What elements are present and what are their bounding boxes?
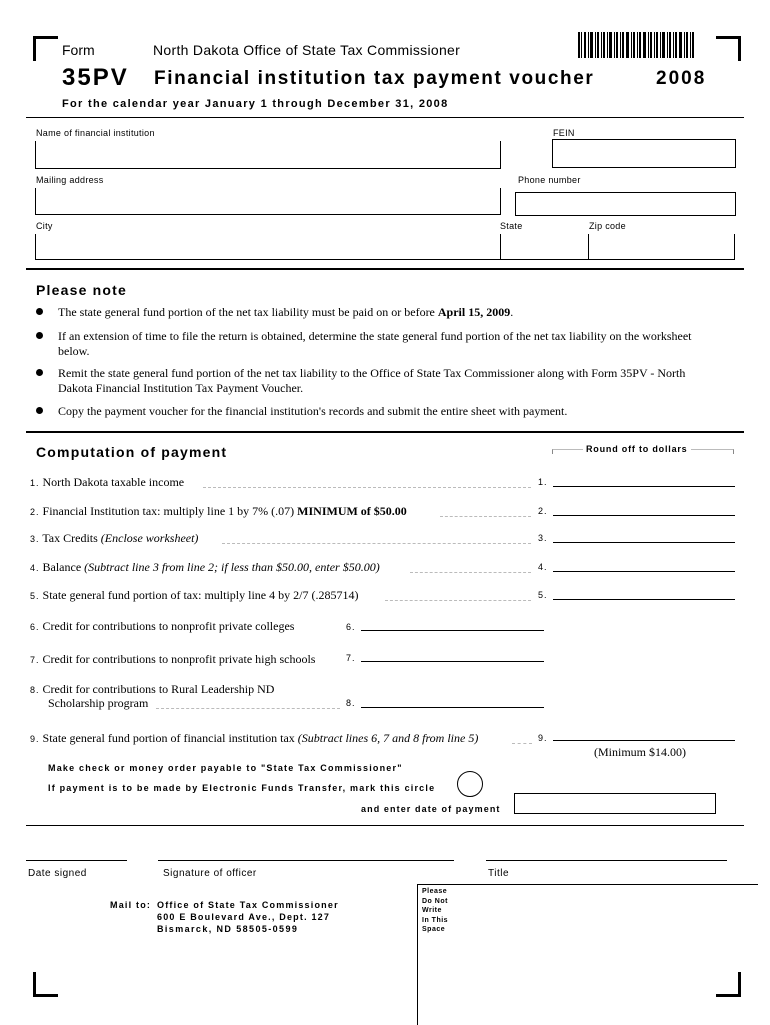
minimum-note: MINIMUM of $50.00 [297,504,407,518]
signature-line [158,860,454,861]
line-number: 1. [30,478,40,488]
name-field[interactable] [35,141,501,169]
address-field[interactable] [35,188,501,215]
line-9-number: 9. [538,733,548,743]
line-6-amount-field[interactable] [361,630,544,631]
line-number: 6. [30,622,40,632]
phone-label: Phone number [518,175,581,185]
eft-note: If payment is to be made by Electronic Funds Transfer, mark this circle [48,783,436,793]
line-8-amount-field[interactable] [361,707,544,708]
address-label: Mailing address [36,175,104,185]
corner-mark-top-right [716,36,741,61]
line-4-label: 4. Balance (Subtract line 3 from line 2; if less than $50.00, enter $50.00) [30,560,380,574]
leader-dots [440,516,531,517]
line-7-label: 7. Credit for contributions to nonprofit private high schools [30,652,316,666]
title-label: Title [488,868,510,879]
line-2-amount-field[interactable] [553,515,735,516]
line-3-number: 3. [538,533,548,543]
fein-field[interactable] [552,139,736,168]
bullet-icon [36,332,43,339]
section-divider-2 [26,431,744,433]
line-number: 9. [30,734,40,744]
line-7-number: 7. [346,653,356,663]
leader-dots [203,487,531,488]
form-title: Financial institution tax payment voucher [154,68,595,89]
note-heading: Please note [36,282,128,298]
line-number: 8. [30,685,40,695]
section-divider-3 [26,825,744,826]
form-number: 35PV [62,64,129,91]
agency-name: North Dakota Office of State Tax Commissioner [153,42,461,58]
note-item-text: The state general fund portion of the net tax liability must be paid on or before [58,305,438,319]
line-2-label: 2. Financial Institution tax: multiply line 1 by 7% (.07) MINIMUM of $50.00 [30,504,407,518]
line-number: 3. [30,534,40,544]
bullet-icon [36,369,43,376]
bullet-icon [36,308,43,315]
zip-field[interactable] [589,234,735,260]
office-use-box [417,884,758,1025]
date-signed-label: Date signed [28,868,87,879]
leader-dots [222,543,531,544]
line-2-number: 2. [538,506,548,516]
line-4-amount-field[interactable] [553,571,735,572]
eft-date-field[interactable] [514,793,716,814]
line-5-label: 5. State general fund portion of tax: multiply line 4 by 2/7 (.285714) [30,588,359,602]
note-item-text: Remit the state general fund portion of the net tax liability to the Office of State Tax Commissioner along with Form 35PV - North Dakota Financial Institution Tax Payment Voucher. [58,366,686,395]
mail-to-line3: Bismarck, ND 58505-0599 [157,924,299,934]
city-label: City [36,221,53,231]
form-year: 2008 [656,68,707,89]
section-divider-1 [26,268,744,270]
line-8-label-cont: Scholarship program [48,696,149,710]
bullet-icon [36,407,43,414]
note-item-text: Copy the payment voucher for the financial institution's records and submit the entire sheet with payment. [58,404,568,418]
line-8-number: 8. [346,698,356,708]
form-subtitle: For the calendar year January 1 through December 31, 2008 [62,98,449,110]
state-field[interactable] [500,234,589,260]
line-5-number: 5. [538,590,548,600]
city-field[interactable] [35,234,501,260]
header-divider [26,117,744,118]
line-7-amount-field[interactable] [361,661,544,662]
line-6-label: 6. Credit for contributions to nonprofit private colleges [30,619,295,633]
line-1-amount-field[interactable] [553,486,735,487]
signature-label: Signature of officer [163,868,257,879]
line-8-label: 8. Credit for contributions to Rural Leadership ND [30,682,275,696]
mail-to-label: Mail to: [110,900,152,910]
title-line [486,860,727,861]
note-item-text: If an extension of time to file the return is obtained, determine the state general fund portion of the net tax liability on the worksheet below. [58,329,692,358]
payable-note: Make check or money order payable to "State Tax Commissioner" [48,763,403,773]
round-note: Round off to dollars [583,444,691,454]
fein-label: FEIN [553,128,575,138]
leader-dots [156,708,340,709]
corner-mark-top-left [33,36,58,61]
computation-heading: Computation of payment [36,444,228,460]
line-5-amount-field[interactable] [553,599,735,600]
note-item-deadline: April 15, 2009 [437,305,511,319]
line-4-number: 4. [538,562,548,572]
mail-to-line2: 600 E Boulevard Ave., Dept. 127 [157,912,331,922]
line-9-amount-field[interactable] [553,740,735,741]
line-6-number: 6. [346,622,356,632]
eft-circle[interactable] [457,771,483,797]
zip-label: Zip code [589,221,626,231]
corner-mark-bottom-left [33,972,58,997]
phone-field[interactable] [515,192,736,216]
line-9-label: 9. State general fund portion of financial institution tax (Subtract lines 6, 7 and 8 from line 5) [30,731,479,745]
line-3-amount-field[interactable] [553,542,735,543]
state-label: State [500,221,523,231]
leader-dots [512,743,532,744]
mail-to-line1: Office of State Tax Commissioner [157,900,339,910]
line-1-number: 1. [538,477,548,487]
date-signed-line [26,860,127,861]
minimum-14-note: (Minimum $14.00) [594,745,686,759]
line-number: 7. [30,655,40,665]
form-word: Form [62,42,95,58]
leader-dots [385,600,531,601]
eft-date-label: and enter date of payment [361,804,501,814]
line-1-label: 1. North Dakota taxable income [30,475,185,489]
line-3-label: 3. Tax Credits (Enclose worksheet) [30,531,199,545]
line-number: 4. [30,563,40,573]
office-use-text: Please Do Not Write In This Space [422,888,449,933]
barcode-icon [578,32,694,58]
name-label: Name of financial institution [36,128,155,138]
leader-dots [410,572,531,573]
line-number: 2. [30,507,40,517]
line-number: 5. [30,591,40,601]
